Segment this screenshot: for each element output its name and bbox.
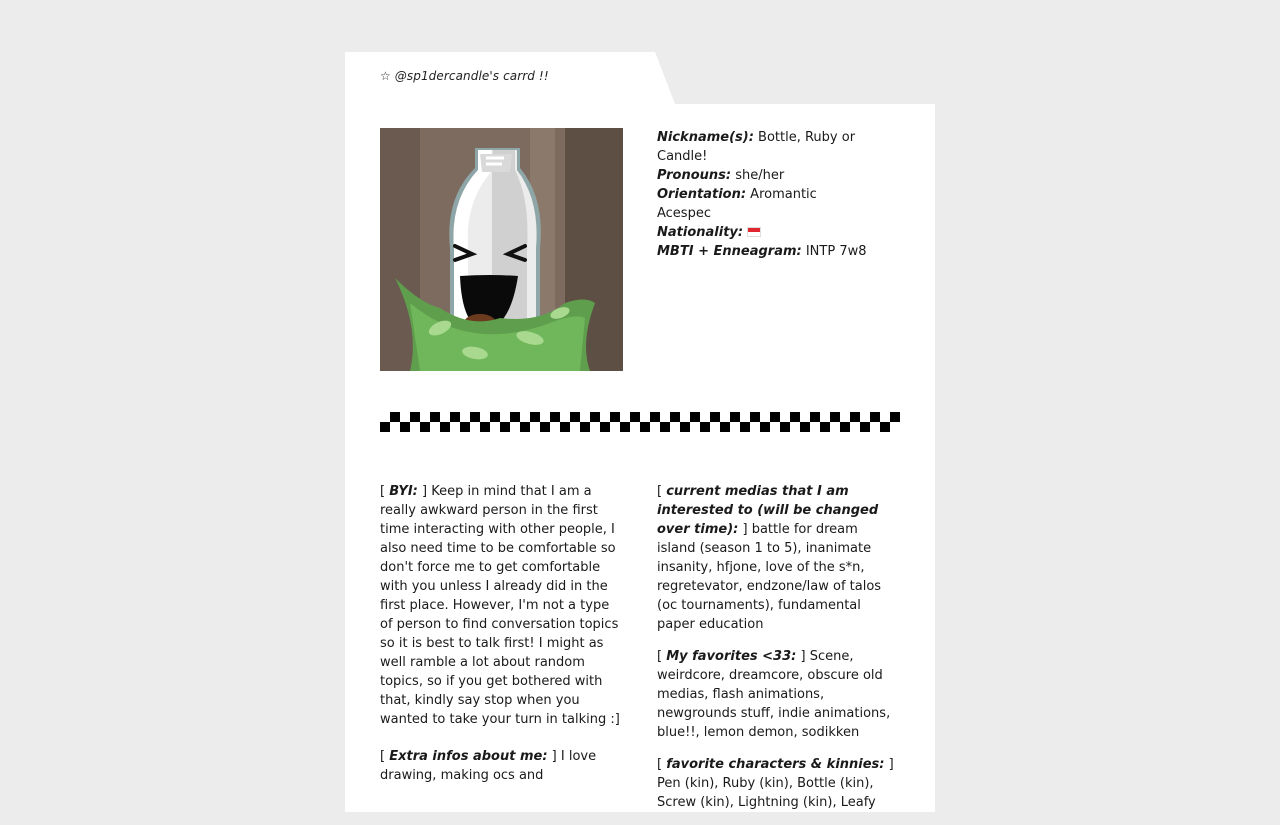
avatar xyxy=(380,128,623,371)
favorites-section: [ My favorites <33: ] Scene, weirdcore, dreamcore, obscure old medias, flash animations, newgrounds stuff, indie animations, blue!!, lemon demon, sodikken xyxy=(657,649,891,740)
info-orientation: Orientation: Aromantic Acespec xyxy=(657,187,817,221)
profile-info xyxy=(657,128,872,261)
bottle-character-image xyxy=(380,128,623,371)
info-pronouns: Pronouns: she/her xyxy=(657,168,785,183)
info-nickname: Nickname(s): Bottle, Ruby or Candle! xyxy=(657,130,856,164)
indonesia-flag-icon xyxy=(747,227,761,237)
right-column xyxy=(657,482,900,825)
info-mbti: MBTI + Enneagram: INTP 7w8 xyxy=(657,244,867,259)
profile-card xyxy=(345,52,935,812)
left-column xyxy=(380,482,623,798)
byi-section: [ BYI: ] Keep in mind that I am a really awkward person in the first time interacting with other people, I also need time to be comfortable so don't force me to get comfortable with you unless I already did in the first place. However, I'm not a type of person to find conversation topics so it is best to talk first! I might as well ramble a lot about random topics, so if you get bothered with that, kindly say stop when you wanted to take your turn in talking :] xyxy=(380,484,620,727)
current-medias-section: [ current medias that I am interested to (will be changed over time): ] battle for dream island (season 1 to 5), inanimate insanity, hfjone, love of the s*n, regretevator, endzone/law of talos (oc tournaments), fundamental paper education xyxy=(657,484,882,632)
extra-infos-section: [ Extra infos about me: ] I love drawing, making ocs and xyxy=(380,749,597,783)
favorite-characters-section: [ favorite characters & kinnies: ] Pen (kin), Ruby (kin), Bottle (kin), Screw (kin), Lightning (kin), Leafy xyxy=(657,757,894,810)
info-nationality: Nationality: xyxy=(657,223,872,242)
checkered-divider xyxy=(380,412,900,432)
page-header-title: ☆ @sp1dercandle's carrd !! xyxy=(380,69,549,83)
